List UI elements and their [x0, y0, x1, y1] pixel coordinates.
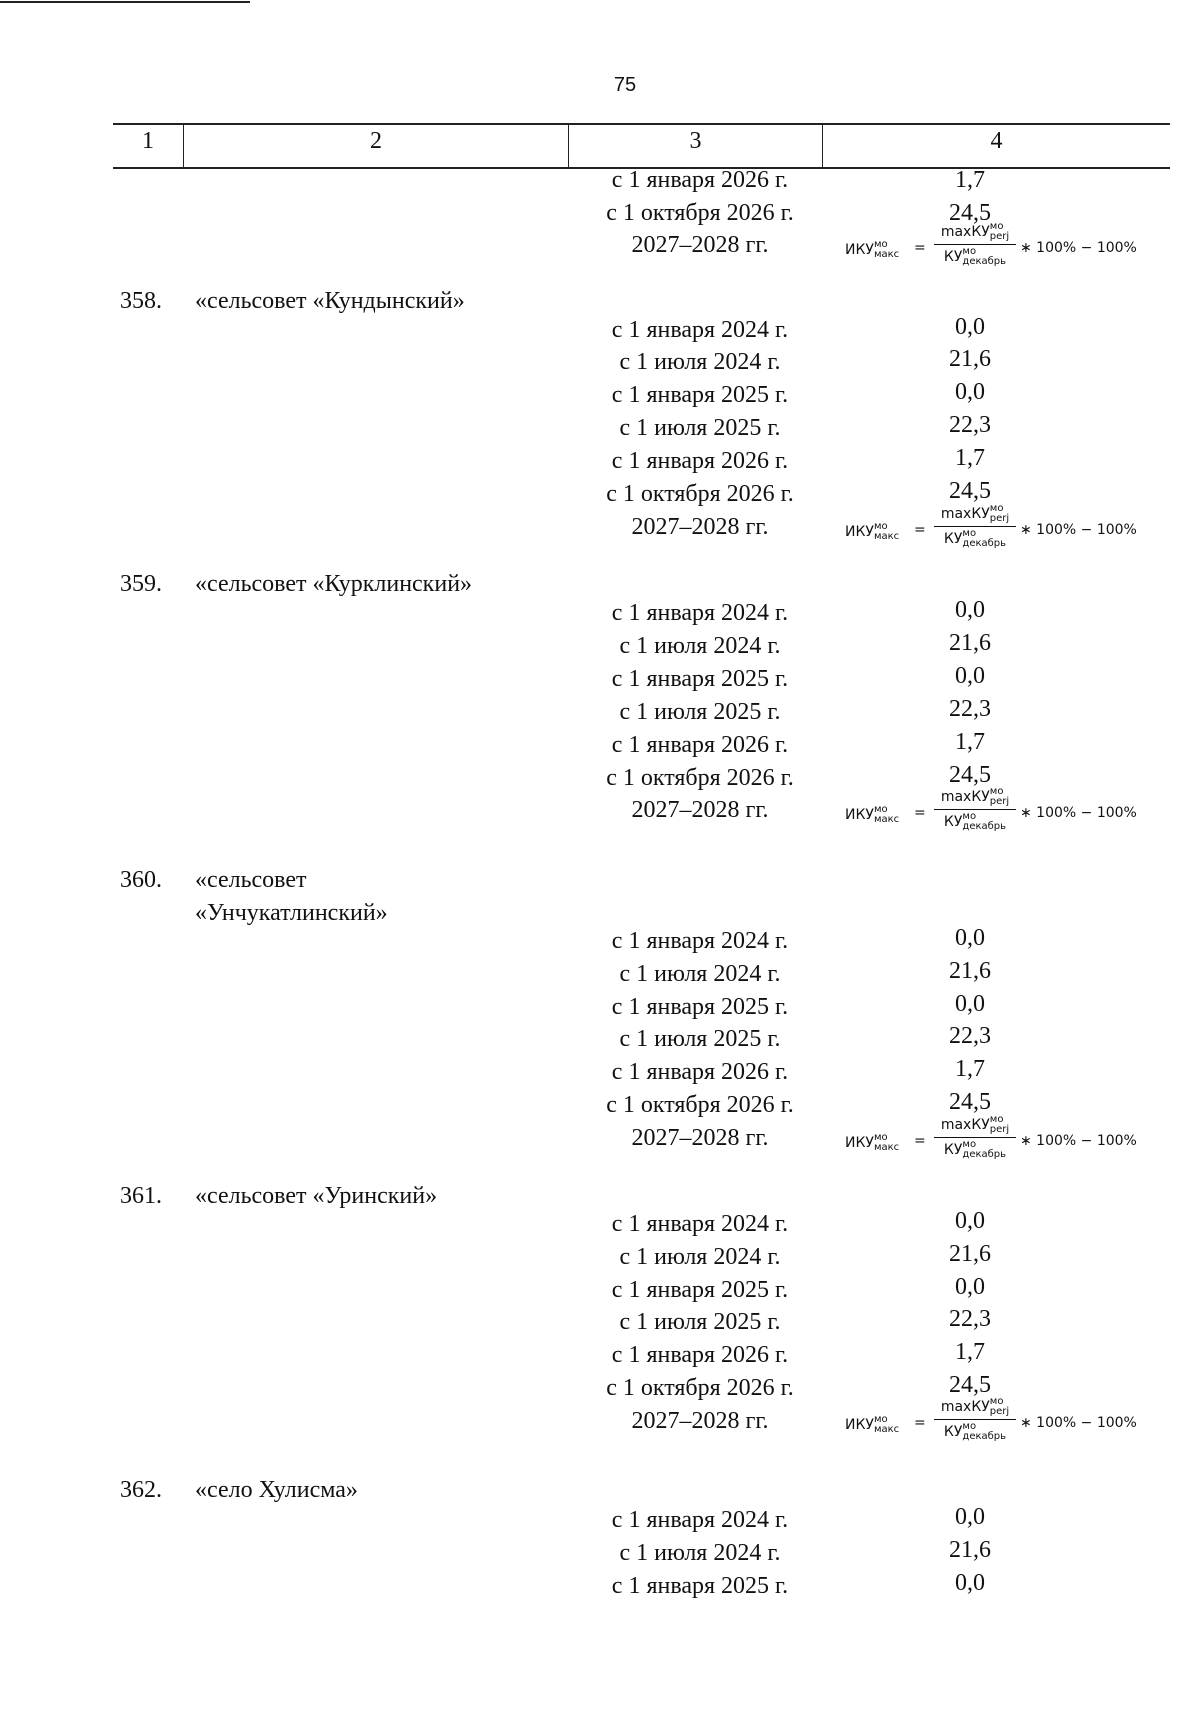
value-cell: 0,0 [955, 925, 985, 951]
period-cell: с 1 января 2026 г. [611, 732, 789, 758]
value-cell: 24,5 [949, 200, 991, 226]
period-cell: 2027–2028 гг. [631, 514, 769, 540]
value-cell: 0,0 [955, 1570, 985, 1596]
entry-name-line-1: «сельсовет [195, 867, 307, 893]
value-cell: 0,0 [955, 663, 985, 689]
period-cell: с 1 января 2025 г. [611, 1573, 789, 1599]
entry-number: 360. [120, 867, 162, 893]
value-cell: 24,5 [949, 1372, 991, 1398]
period-cell: с 1 января 2025 г. [611, 1277, 789, 1303]
period-cell: с 1 января 2024 г. [611, 317, 789, 343]
period-cell: с 1 октября 2026 г. [606, 1375, 794, 1401]
period-cell: с 1 октября 2026 г. [606, 1092, 794, 1118]
period-cell: 2027–2028 гг. [631, 1125, 769, 1151]
period-cell: с 1 июля 2024 г. [619, 349, 781, 375]
value-cell: 24,5 [949, 1089, 991, 1115]
entry-name-line-2: «Унчукатлинский» [195, 900, 388, 926]
period-cell: 2027–2028 гг. [631, 797, 769, 823]
value-cell: 22,3 [949, 412, 991, 438]
entry-number: 362. [120, 1477, 162, 1503]
period-cell: 2027–2028 гг. [631, 1408, 769, 1434]
period-cell: с 1 января 2024 г. [611, 928, 789, 954]
value-cell: 0,0 [955, 314, 985, 340]
period-cell: 2027–2028 гг. [631, 232, 769, 258]
period-cell: с 1 января 2026 г. [611, 167, 789, 193]
entry-name: «сельсовет «Курклинский» [195, 571, 473, 597]
period-cell: с 1 января 2026 г. [611, 1342, 789, 1368]
value-cell: 22,3 [949, 696, 991, 722]
value-cell: 1,7 [955, 1056, 985, 1082]
period-cell: с 1 июля 2025 г. [619, 415, 781, 441]
scan-corner-line [0, 1, 250, 3]
period-cell: с 1 июля 2024 г. [619, 1540, 781, 1566]
period-cell: с 1 января 2026 г. [611, 448, 789, 474]
value-cell: 0,0 [955, 597, 985, 623]
header-col-3: 3 [689, 128, 702, 154]
value-cell: 1,7 [955, 167, 985, 193]
period-cell: с 1 января 2025 г. [611, 994, 789, 1020]
period-cell: с 1 октября 2026 г. [606, 200, 794, 226]
value-cell: 21,6 [949, 630, 991, 656]
period-cell: с 1 июля 2024 г. [619, 961, 781, 987]
period-cell: с 1 января 2025 г. [611, 666, 789, 692]
entry-number: 359. [120, 571, 162, 597]
value-cell: 0,0 [955, 1208, 985, 1234]
entry-name: «сельсовет «Уринский» [195, 1183, 438, 1209]
value-cell: 1,7 [955, 445, 985, 471]
value-cell: 21,6 [949, 1241, 991, 1267]
value-cell: 22,3 [949, 1306, 991, 1332]
period-cell: с 1 января 2024 г. [611, 1211, 789, 1237]
period-cell: с 1 октября 2026 г. [606, 481, 794, 507]
value-cell: 24,5 [949, 478, 991, 504]
value-cell: 21,6 [949, 958, 991, 984]
entry-name: «село Хулисма» [195, 1477, 358, 1503]
value-cell: 0,0 [955, 1274, 985, 1300]
page-number: 75 [613, 74, 637, 96]
value-cell: 22,3 [949, 1023, 991, 1049]
period-cell: с 1 июля 2025 г. [619, 699, 781, 725]
value-cell: 24,5 [949, 762, 991, 788]
period-cell: с 1 июля 2024 г. [619, 633, 781, 659]
period-cell: с 1 июля 2025 г. [619, 1026, 781, 1052]
value-cell: 0,0 [955, 1504, 985, 1530]
value-cell: 1,7 [955, 1339, 985, 1365]
period-cell: с 1 июля 2024 г. [619, 1244, 781, 1270]
value-cell: 0,0 [955, 991, 985, 1017]
value-cell: 21,6 [949, 1537, 991, 1563]
period-cell: с 1 января 2025 г. [611, 382, 789, 408]
entry-number: 358. [120, 288, 162, 314]
value-cell: 1,7 [955, 729, 985, 755]
entry-name: «сельсовет «Кундынский» [195, 288, 465, 314]
value-cell: 21,6 [949, 346, 991, 372]
value-cell: 0,0 [955, 379, 985, 405]
header-col-1: 1 [142, 128, 154, 154]
header-col-4: 4 [990, 128, 1003, 154]
period-cell: с 1 января 2024 г. [611, 1507, 789, 1533]
period-cell: с 1 июля 2025 г. [619, 1309, 781, 1335]
period-cell: с 1 января 2026 г. [611, 1059, 789, 1085]
header-col-2: 2 [370, 128, 382, 154]
entry-number: 361. [120, 1183, 162, 1209]
header-top-rule [113, 123, 1170, 125]
period-cell: с 1 января 2024 г. [611, 600, 789, 626]
period-cell: с 1 октября 2026 г. [606, 765, 794, 791]
